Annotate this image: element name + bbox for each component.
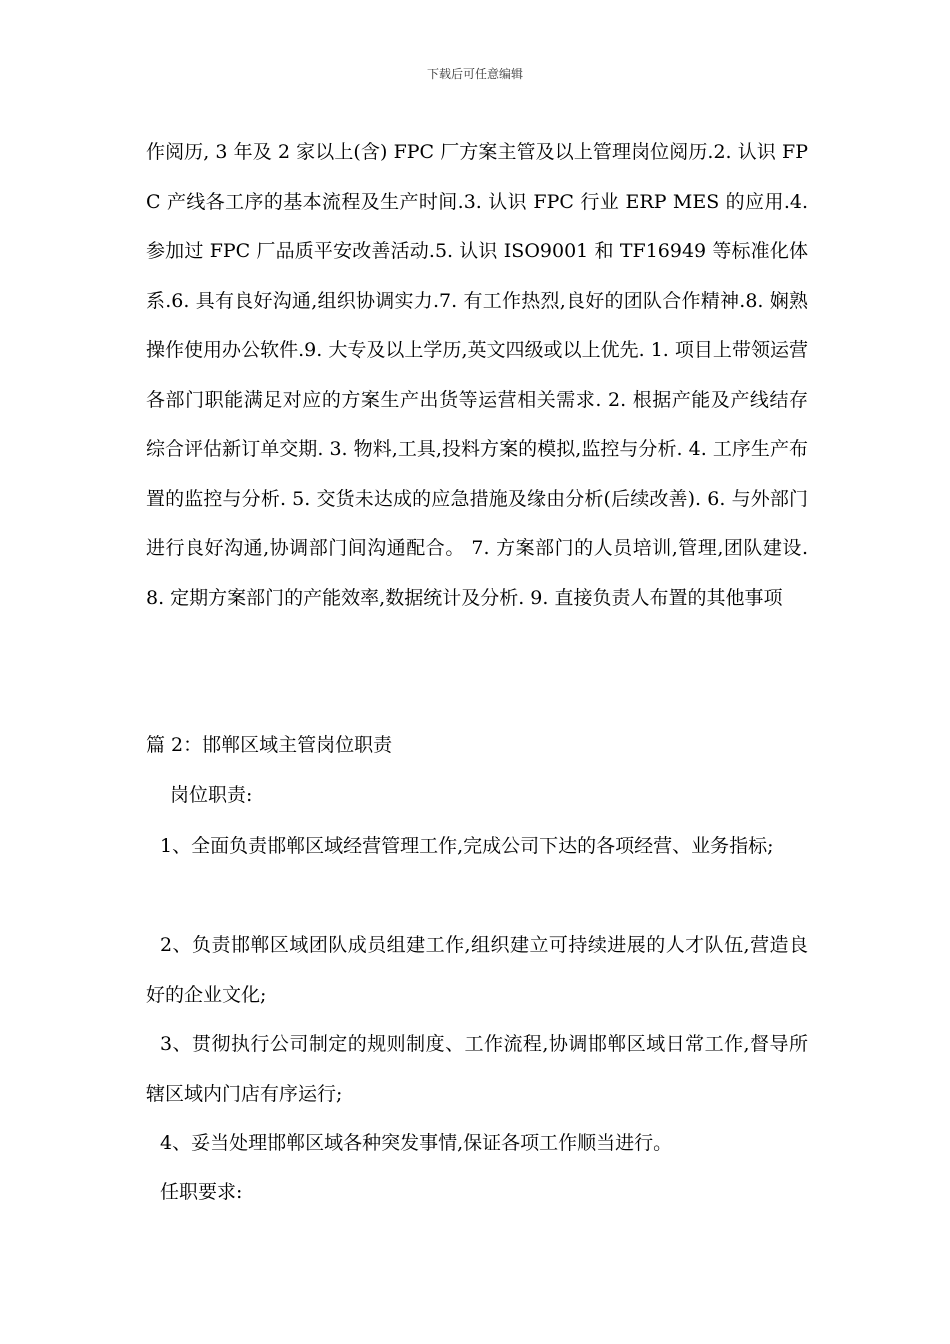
job-requirements-paragraph: 作阅历, 3 年及 2 家以上(含) FPC 厂方案主管及以上管理岗位阅历.2. 认识 FPC 产线各工序的基本流程及生产时间.3. 认识 FPC 行业 ERP MES 的应用.4. 参加过 FPC 厂品质平安改善活动.5. 认识 ISO9001 和 TF16949 等标准化体系.6. 具有良好沟通,组织协调实力.7. 有工作热烈,良好的团队合作精神.8. 娴熟操作使用办公软件.9. 大专及以上学历,英文四级或以上优先. 1. 项目上带领运营各部门职能满足对应的方案生产出货等运营相关需求. 2. 根据产能及产线结存综合评估新订单交期. 3. 物料,工具,投料方案的模拟,监控与分析. 4. 工序生产布置的监控与分析. 5. 交货未达成的应急措施及缘由分析(后续改善). 6. 与外部门进行良好沟通,协调部门间沟通配合。 7. 方案部门的人员培训,管理,团队建设. 8. 定期方案部门的产能效率,数据统计及分析. 9. 直接负责人布置的其他事项 [146, 141, 808, 609]
responsibility-item: 4、妥当处理邯郸区域各种突发事情,保证各项工作顺当进行。 [160, 1132, 673, 1154]
responsibilities-heading: 岗位职责: [170, 784, 253, 806]
responsibility-item: 3、贯彻执行公司制定的规则制度、工作流程,协调邯郸区域日常工作,督导所辖区域内门店有序运行; [146, 1033, 808, 1105]
requirements-heading: 任职要求: [160, 1181, 243, 1203]
responsibility-item: 2、负责邯郸区域团队成员组建工作,组织建立可持续进展的人才队伍,营造良好的企业文化; [146, 934, 808, 1006]
section-title: 篇 2：邯郸区域主管岗位职责 [146, 734, 393, 756]
responsibility-item: 1、全面负责邯郸区域经营管理工作,完成公司下达的各项经营、业务指标; [160, 835, 774, 857]
page-header-note: 下载后可任意编辑 [426, 67, 523, 81]
